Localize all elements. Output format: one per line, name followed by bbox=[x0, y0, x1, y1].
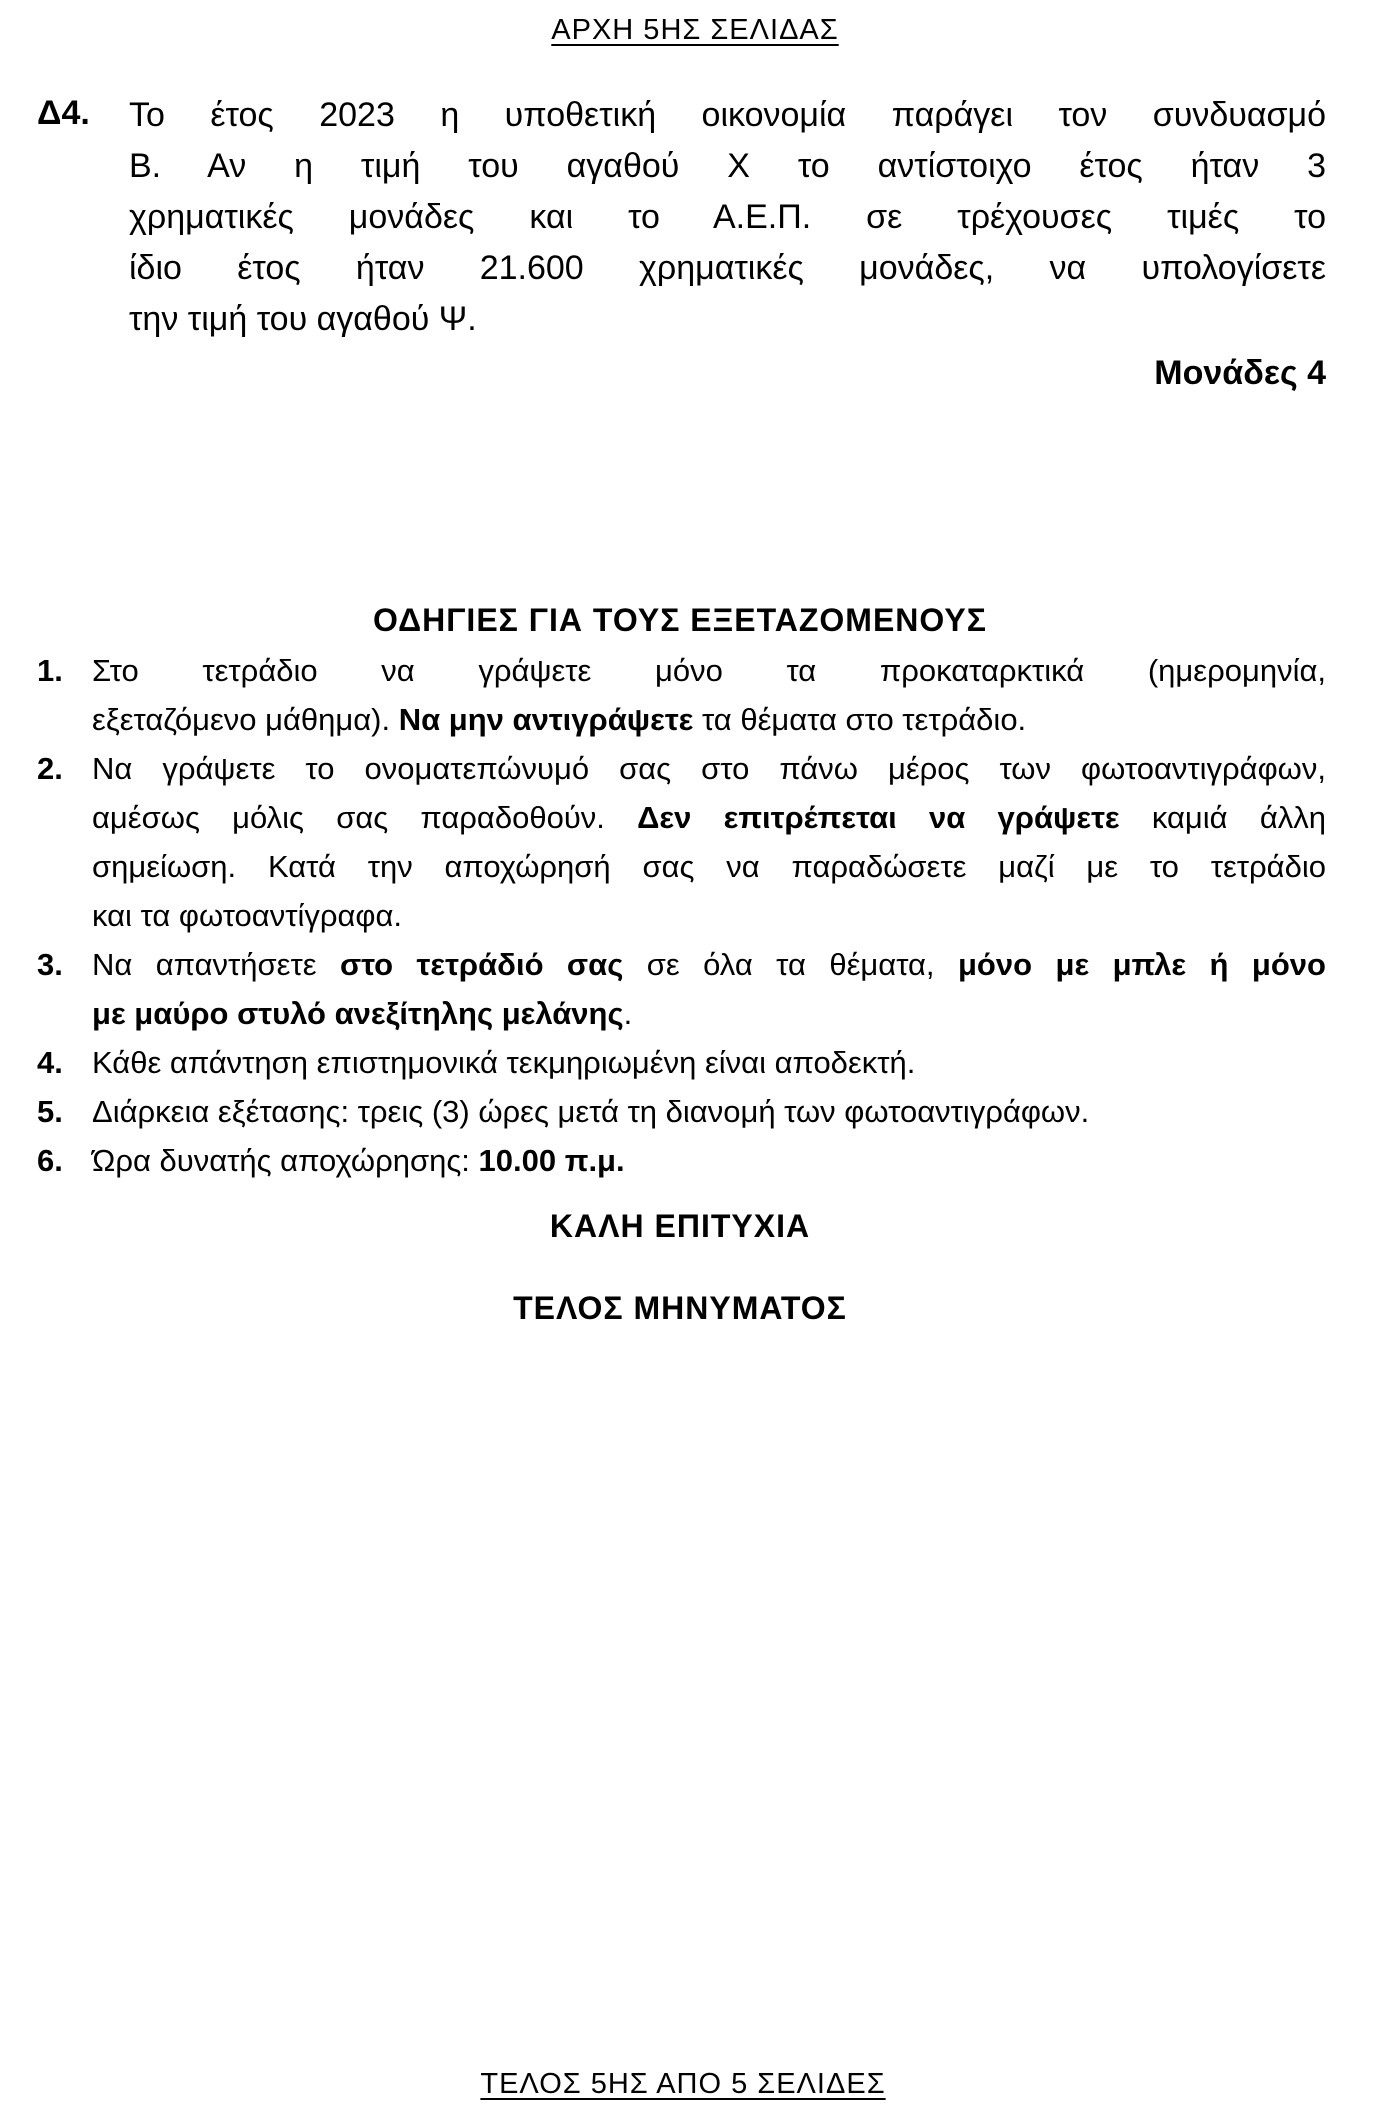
instruction-number: 1. bbox=[37, 653, 63, 688]
bold-text: Δεν επιτρέπεται να γράψετε bbox=[637, 800, 1120, 835]
question-line: χρηματικές μονάδες και το Α.Ε.Π. σε τρέχουσες τιμές το bbox=[129, 198, 1326, 236]
bold-text: στο τετράδιό σας bbox=[339, 947, 624, 982]
instruction-line bbox=[92, 1091, 1326, 1140]
text-segment: Να απαντήσετε bbox=[92, 947, 340, 982]
question-text bbox=[129, 94, 1326, 349]
text-segment: Διάρκεια εξέτασης: τρεις (3) ώρες μετά τη διανομή των φωτοαντιγράφων. bbox=[92, 1094, 1090, 1129]
bold-text: Να μην αντιγράψετε bbox=[398, 702, 694, 737]
text-segment: . bbox=[623, 996, 633, 1031]
question-line: ίδιο έτος ήταν 21.600 χρηματικές μονάδες, να υπολογίσετε bbox=[129, 249, 1326, 287]
instruction-line bbox=[92, 797, 1326, 846]
question-label: Δ4. bbox=[37, 94, 90, 132]
instruction-number: 6. bbox=[37, 1143, 63, 1178]
question-line: Β. Αν η τιμή του αγαθού Χ το αντίστοιχο έτος ήταν 3 bbox=[129, 147, 1326, 185]
instruction-item bbox=[37, 944, 1326, 1042]
instruction-item bbox=[37, 1091, 1326, 1140]
text-segment: καμιά άλλη bbox=[1119, 800, 1326, 835]
instruction-line bbox=[92, 895, 1326, 944]
page-footer: ΤΕΛΟΣ 5ΗΣ ΑΠΟ 5 ΣΕΛΙΔΕΣ bbox=[480, 2068, 886, 2100]
text-segment: Στο τετράδιο να γράψετε μόνο τα προκαταρκτικά (ημερομηνία, bbox=[92, 653, 1326, 688]
instruction-item bbox=[37, 1140, 1326, 1189]
end-of-message-text: ΤΕΛΟΣ ΜΗΝΥΜΑΤΟΣ bbox=[513, 1290, 847, 1326]
instruction-number: 2. bbox=[37, 751, 63, 786]
instruction-line bbox=[92, 1140, 1326, 1189]
bold-text: 10.00 π.μ. bbox=[478, 1143, 625, 1178]
instruction-item bbox=[37, 650, 1326, 748]
text-segment: εξεταζόμενο μάθημα). bbox=[92, 702, 399, 737]
bold-text: μόνο με μπλε ή μόνο bbox=[957, 947, 1326, 982]
instruction-number: 5. bbox=[37, 1094, 63, 1129]
instruction-item bbox=[37, 748, 1326, 944]
text-segment: σημείωση. Κατά την αποχώρησή σας να παραδώσετε μαζί με το τετράδιο bbox=[92, 849, 1326, 884]
text-segment: τα θέματα στο τετράδιο. bbox=[693, 702, 1027, 737]
instruction-line bbox=[92, 699, 1326, 748]
bold-text: με μαύρο στυλό ανεξίτηλης μελάνης bbox=[92, 996, 624, 1031]
instruction-line bbox=[92, 993, 1326, 1042]
instruction-line bbox=[92, 1042, 1326, 1091]
instruction-line bbox=[92, 944, 1326, 993]
text-segment: Να γράψετε το ονοματεπώνυμό σας στο πάνω μέρος των φωτοαντιγράφων, bbox=[92, 751, 1326, 786]
text-segment: και τα φωτοαντίγραφα. bbox=[92, 898, 403, 933]
question-line: Το έτος 2023 η υποθετική οικονομία παράγει τον συνδυασμό bbox=[129, 96, 1326, 134]
instruction-item bbox=[37, 1042, 1326, 1091]
instruction-line bbox=[92, 748, 1326, 797]
instructions-list bbox=[37, 650, 1326, 1189]
text-segment: Κάθε απάντηση επιστημονικά τεκμηριωμένη είναι αποδεκτή. bbox=[92, 1045, 916, 1080]
text-segment: αμέσως μόλις σας παραδοθούν. bbox=[92, 800, 638, 835]
question-line: την τιμή του αγαθού Ψ. bbox=[129, 300, 477, 338]
instruction-line bbox=[92, 650, 1326, 699]
instructions-title: ΟΔΗΓΙΕΣ ΓΙΑ ΤΟΥΣ ΕΞΕΤΑΖΟΜΕΝΟΥΣ bbox=[373, 602, 987, 638]
text-segment: σε όλα τα θέματα, bbox=[623, 947, 958, 982]
good-luck-text: ΚΑΛΗ ΕΠΙΤΥΧΙΑ bbox=[549, 1208, 811, 1244]
question-marks: Μονάδες 4 bbox=[1154, 354, 1326, 392]
page-header: ΑΡΧΗ 5ΗΣ ΣΕΛΙΔΑΣ bbox=[551, 14, 839, 46]
instruction-number: 4. bbox=[37, 1045, 63, 1080]
instruction-number: 3. bbox=[37, 947, 63, 982]
text-segment: Ώρα δυνατής αποχώρησης: bbox=[92, 1143, 479, 1178]
instruction-line bbox=[92, 846, 1326, 895]
